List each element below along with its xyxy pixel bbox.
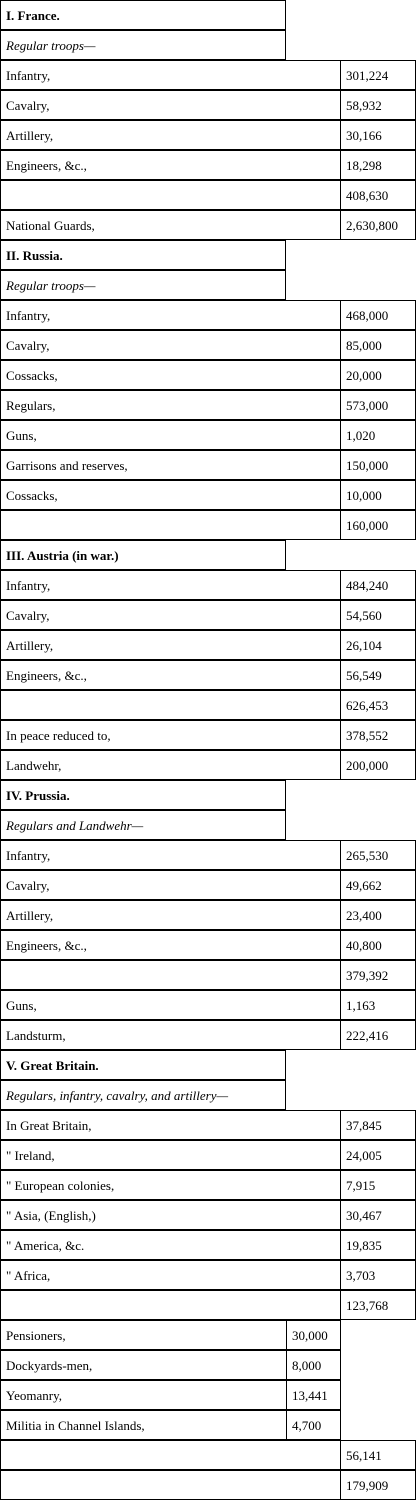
row-value: 58,932 <box>340 90 416 120</box>
row-value: 56,549 <box>340 660 416 690</box>
row-label: In Great Britain, <box>0 1110 341 1140</box>
row-label: Infantry, <box>0 570 341 600</box>
total-row <box>0 1440 416 1470</box>
row-label: Infantry, <box>0 60 341 90</box>
table-row <box>0 990 416 1020</box>
row-value: 24,005 <box>340 1140 416 1170</box>
auxiliary-value: 8,000 <box>286 1350 341 1380</box>
row-label: Guns, <box>0 420 341 450</box>
row-value: 265,530 <box>340 840 416 870</box>
row-value: 2,630,800 <box>340 210 416 240</box>
table-row <box>0 570 416 600</box>
row-label: Artillery, <box>0 120 341 150</box>
table-row <box>0 630 416 660</box>
row-value: 7,915 <box>340 1170 416 1200</box>
auxiliary-label: Dockyards-men, <box>0 1350 287 1380</box>
section-heading-row <box>0 0 416 30</box>
row-label: National Guards, <box>0 210 341 240</box>
row-value: 3,703 <box>340 1260 416 1290</box>
table-row <box>0 480 416 510</box>
row-label <box>0 180 341 210</box>
row-label: " Ireland, <box>0 1140 341 1170</box>
table-row <box>0 840 416 870</box>
section-subheading: Regulars, infantry, cavalry, and artillery— <box>0 1080 286 1110</box>
row-label: Cavalry, <box>0 330 341 360</box>
row-value: 123,768 <box>340 1290 416 1320</box>
row-label: Engineers, &c., <box>0 150 341 180</box>
table-row <box>0 300 416 330</box>
auxiliary-label: Militia in Channel Islands, <box>0 1410 287 1440</box>
section-subheading: Regular troops— <box>0 30 286 60</box>
table-row <box>0 150 416 180</box>
row-value: 30,467 <box>340 1200 416 1230</box>
row-label: Infantry, <box>0 840 341 870</box>
table-row <box>0 1230 416 1260</box>
row-label <box>0 510 341 540</box>
row-label: Artillery, <box>0 900 341 930</box>
auxiliary-row <box>0 1350 416 1380</box>
table-row <box>0 450 416 480</box>
total-row <box>0 1470 416 1500</box>
section-heading: IV. Prussia. <box>0 780 286 810</box>
table-row <box>0 390 416 420</box>
auxiliary-label: Yeomanry, <box>0 1380 287 1410</box>
row-label: Cavalry, <box>0 90 341 120</box>
section-heading: III. Austria (in war.) <box>0 540 286 570</box>
table-row <box>0 210 416 240</box>
row-label <box>0 690 341 720</box>
table-row <box>0 600 416 630</box>
section-subheading: Regulars and Landwehr— <box>0 810 286 840</box>
row-value: 54,560 <box>340 600 416 630</box>
auxiliary-value: 4,700 <box>286 1410 341 1440</box>
row-label: Engineers, &c., <box>0 660 341 690</box>
row-value: 150,000 <box>340 450 416 480</box>
row-value: 85,000 <box>340 330 416 360</box>
auxiliary-label: Pensioners, <box>0 1320 287 1350</box>
row-value: 1,020 <box>340 420 416 450</box>
row-label: Cavalry, <box>0 600 341 630</box>
section-heading: I. France. <box>0 0 286 30</box>
row-value: 468,000 <box>340 300 416 330</box>
total-value: 56,141 <box>340 1440 416 1470</box>
table-row <box>0 360 416 390</box>
table-row <box>0 720 416 750</box>
auxiliary-row <box>0 1380 416 1410</box>
total-label <box>0 1440 341 1470</box>
row-value: 37,845 <box>340 1110 416 1140</box>
row-value: 10,000 <box>340 480 416 510</box>
table-row <box>0 60 416 90</box>
section-subheading-row <box>0 810 416 840</box>
row-label: Guns, <box>0 990 341 1020</box>
section-subheading-row <box>0 1080 416 1110</box>
row-label: " America, &c. <box>0 1230 341 1260</box>
row-label: " Asia, (English,) <box>0 1200 341 1230</box>
table-row <box>0 900 416 930</box>
row-label: " Africa, <box>0 1260 341 1290</box>
row-value: 26,104 <box>340 630 416 660</box>
row-value: 222,416 <box>340 1020 416 1050</box>
section-heading-row <box>0 540 416 570</box>
row-label: Cavalry, <box>0 870 341 900</box>
row-value: 408,630 <box>340 180 416 210</box>
section-subheading: Regular troops— <box>0 270 286 300</box>
table-row <box>0 1200 416 1230</box>
row-label: Cossacks, <box>0 480 341 510</box>
total-value: 179,909 <box>340 1470 416 1500</box>
section-heading-row <box>0 1050 416 1080</box>
row-label: In peace reduced to, <box>0 720 341 750</box>
row-value: 30,166 <box>340 120 416 150</box>
table-row <box>0 1290 416 1320</box>
row-label: Regulars, <box>0 390 341 420</box>
row-value: 626,453 <box>340 690 416 720</box>
row-value: 23,400 <box>340 900 416 930</box>
row-label: Cossacks, <box>0 360 341 390</box>
section-subheading-row <box>0 270 416 300</box>
table-row <box>0 1020 416 1050</box>
table-row <box>0 1110 416 1140</box>
table-row <box>0 90 416 120</box>
row-value: 484,240 <box>340 570 416 600</box>
table-row <box>0 330 416 360</box>
table-row <box>0 1170 416 1200</box>
total-label <box>0 1470 341 1500</box>
row-value: 379,392 <box>340 960 416 990</box>
table-row <box>0 510 416 540</box>
table-row <box>0 1140 416 1170</box>
row-value: 378,552 <box>340 720 416 750</box>
table-row <box>0 180 416 210</box>
table-row <box>0 870 416 900</box>
auxiliary-value: 30,000 <box>286 1320 341 1350</box>
row-value: 160,000 <box>340 510 416 540</box>
table-row <box>0 1260 416 1290</box>
row-value: 301,224 <box>340 60 416 90</box>
auxiliary-row <box>0 1410 416 1440</box>
row-label <box>0 960 341 990</box>
table-row <box>0 930 416 960</box>
row-value: 200,000 <box>340 750 416 780</box>
row-value: 49,662 <box>340 870 416 900</box>
table-row <box>0 750 416 780</box>
table-row <box>0 690 416 720</box>
row-value: 1,163 <box>340 990 416 1020</box>
table-row <box>0 120 416 150</box>
section-heading: V. Great Britain. <box>0 1050 286 1080</box>
row-value: 40,800 <box>340 930 416 960</box>
table-row <box>0 960 416 990</box>
table-row <box>0 420 416 450</box>
row-label: Artillery, <box>0 630 341 660</box>
auxiliary-value: 13,441 <box>286 1380 341 1410</box>
auxiliary-row <box>0 1320 416 1350</box>
row-label: Infantry, <box>0 300 341 330</box>
row-label <box>0 1290 341 1320</box>
row-label: Garrisons and reserves, <box>0 450 341 480</box>
row-value: 18,298 <box>340 150 416 180</box>
table-row <box>0 660 416 690</box>
row-label: " European colonies, <box>0 1170 341 1200</box>
section-heading-row <box>0 240 416 270</box>
row-value: 19,835 <box>340 1230 416 1260</box>
row-value: 573,000 <box>340 390 416 420</box>
row-label: Landsturm, <box>0 1020 341 1050</box>
row-label: Engineers, &c., <box>0 930 341 960</box>
row-label: Landwehr, <box>0 750 341 780</box>
row-value: 20,000 <box>340 360 416 390</box>
section-subheading-row <box>0 30 416 60</box>
section-heading: II. Russia. <box>0 240 286 270</box>
section-heading-row <box>0 780 416 810</box>
